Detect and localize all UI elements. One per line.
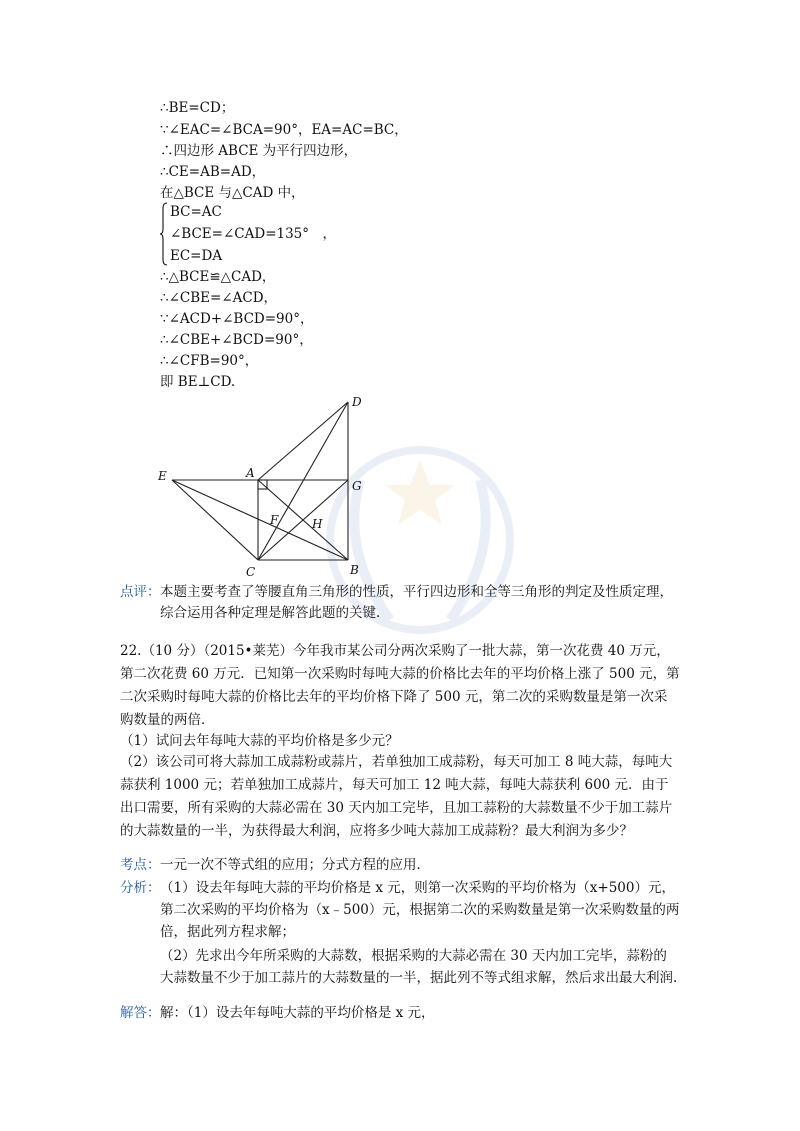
kaodian-tag: 考点：	[120, 857, 161, 873]
comment-block	[120, 582, 680, 623]
proof-line-8: ∵∠ACD+∠BCD=90°，	[160, 311, 314, 327]
proof-line-4: ∴CE=AB=AD，	[160, 164, 266, 180]
geometry-figure	[150, 392, 380, 582]
label-h: H	[312, 517, 323, 531]
jieda-text: 解：（1）设去年每吨大蒜的平均价格是 x 元，	[160, 1005, 435, 1021]
proof-line-6: ∴△BCE≌△CAD，	[160, 269, 276, 285]
proof-line-10: ∴∠CFB=90°，	[160, 353, 259, 369]
proof-line-5: 在△BCE 与△CAD 中，	[160, 185, 305, 201]
kaodian-text: 一元一次不等式组的应用；分式方程的应用．	[160, 857, 430, 873]
problem-22-q1: （1）试问去年每吨大蒜的平均价格是多少元？	[120, 733, 399, 749]
proof-line-3: ∴四边形 ABCE 为平行四边形，	[160, 143, 358, 159]
proof-line-1: ∴BE=CD；	[160, 100, 235, 116]
system-row-3: EC=DA	[170, 248, 223, 264]
label-b: B	[350, 563, 359, 577]
proof-line-9: ∴∠CBE+∠BCD=90°，	[160, 332, 313, 348]
label-d: D	[352, 395, 362, 409]
system-row-1: BC=AC	[170, 204, 222, 220]
proof-line-11: 即 BE⊥CD.	[160, 374, 236, 390]
kaodian-block	[120, 855, 680, 876]
left-brace-icon	[160, 202, 168, 266]
system-row-2: ∠BCE=∠CAD=135° ，	[170, 226, 337, 242]
label-f: F	[270, 513, 279, 527]
label-e: E	[158, 469, 167, 483]
problem-22-q2: （2）该公司可将大蒜加工成蒜粉或蒜片，若单独加工成蒜粉，每天可加工 8 吨大蒜，每吨大蒜获利 1000 元；若单独加工成蒜片，每天可加工 12 吨大蒜，每吨大蒜获利 600 元．由于出口需要，所有采购的大蒜必需在 30 天内加工完毕，且加工蒜粉的大蒜数量不少于加工蒜片的大蒜数量的一半，为获得最大利润，应将多少吨大蒜加工成蒜粉？最大利润为多少？	[120, 754, 673, 839]
comment-tag: 点评：	[120, 584, 161, 600]
proof-line-2: ∵∠EAC=∠BCA=90°，EA=AC=BC，	[160, 122, 408, 138]
fenxi-text-2: （2）先求出今年所采购的大蒜数，根据采购的大蒜必需在 30 天内加工完毕，蒜粉的大蒜数量不少于加工蒜片的大蒜数量的一半，据此列不等式组求解，然后求出最大利润.	[160, 948, 678, 986]
label-c: C	[246, 565, 256, 579]
fenxi-tag: 分析：	[120, 880, 161, 896]
jieda-block	[120, 1003, 680, 1024]
proof-line-7: ∴∠CBE=∠ACD，	[160, 290, 278, 306]
fenxi-text-1: （1）设去年每吨大蒜的平均价格是 x 元，则第一次采购的平均价格为（x+500）元，第二次采购的平均价格为（x﹣500）元，根据第二次的采购数量是第一次采购数量的两倍，据此列方程求解；	[160, 880, 680, 940]
jieda-tag: 解答：	[120, 1005, 161, 1021]
label-a: A	[246, 466, 255, 480]
equation-system	[160, 202, 360, 266]
fenxi-block	[120, 877, 680, 989]
comment-text: 本题主要考查了等腰直角三角形的性质，平行四边形和全等三角形的判定及性质定理，综合运用各种定理是解答此题的关键.	[160, 584, 673, 621]
label-g: G	[352, 479, 362, 493]
problem-22-intro: 22.（10 分）（2015•莱芜）今年我市某公司分两次采购了一批大蒜，第一次花费 40 万元，第二次花费 60 万元．已知第一次采购时每吨大蒜的价格比去年的平均价格上涨了 500 元，第二次采购时每吨大蒜的价格比去年的平均价格下降了 500 元，第二次的采购数量是第一次采购数量的两倍．	[120, 643, 680, 728]
